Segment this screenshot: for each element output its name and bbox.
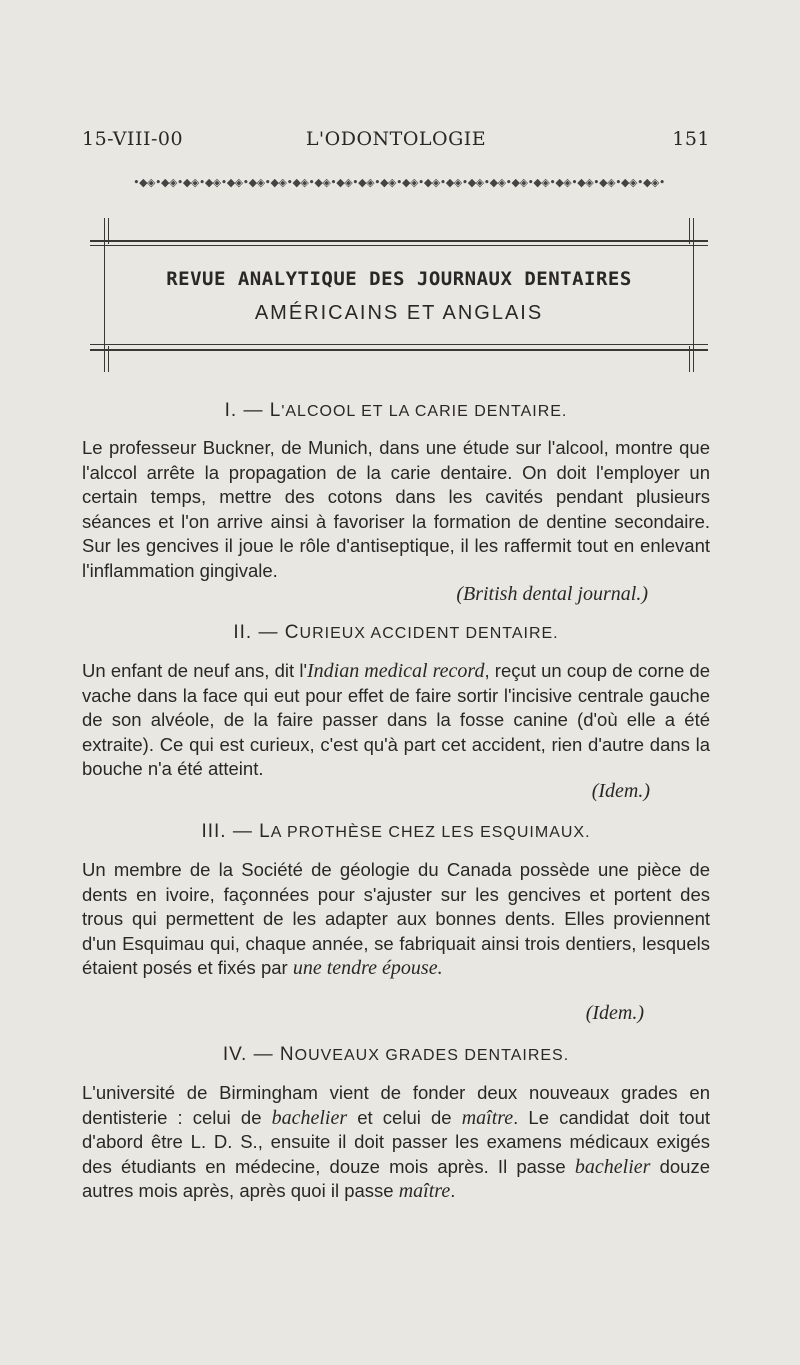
article-body-3: Un membre de la Société de géologie du Canada possède une pièce de dents en ivoire, façonnées pour s'ajuster sur les gencives et portent des trous qui permettent de les adapter aux bonnes dents. Elles proviennent d'un Esquimau qui, chaque année, se fabriquait ainsi trois dentiers, lesquels étaient posés et fixés par une tendre épouse.	[82, 859, 710, 979]
header-journal-title: L'ODONTOLOGIE	[305, 128, 487, 150]
frame-bar	[693, 218, 694, 372]
frame-bar	[108, 218, 109, 244]
article-heading-3: III. — LA PROTHÈSE CHEZ LES ESQUIMAUX.	[201, 821, 591, 842]
article-body-4: L'université de Birmingham vient de fonder deux nouveaux grades en dentisterie : celui de bachelier et celui de maître. Le candidat doit tout d'abord être L. D. S., ensuite il doit passer les examens médicaux exigés des étudiants en médecine, douze mois après. Il passe bachelier douze autres mois après, après quoi il passe maître.	[82, 1082, 710, 1202]
frame-bar	[104, 218, 105, 372]
ornamental-border: •◆◈•◆◈•◆◈•◆◈•◆◈•◆◈•◆◈•◆◈•◆◈•◆◈•◆◈•◆◈•◆◈•◆◈•◆◈•◆◈•◆◈•◆◈•◆◈•◆◈•◆◈•◆◈•◆◈•◆◈•	[133, 176, 665, 189]
article-source-1: (British dental journal.)	[456, 583, 648, 605]
frame-rule	[90, 240, 708, 242]
article-body-2: Un enfant de neuf ans, dit l'Indian medical record, reçut un coup de corne de vache dans la face qui eut pour effet de faire sortir l'incisive centrale gauche de son alvéole, de la faire passer dans la fosse canine (d'où elle a été extraite). Ce qui est curieux, c'est qu'à part cet accident, rien d'autre dans la bouche n'a été atteint.	[82, 660, 711, 779]
frame-bar	[689, 218, 690, 244]
frame-rule	[90, 344, 708, 345]
article-source-3: (Idem.)	[585, 1002, 644, 1024]
frame-bar	[108, 346, 109, 372]
running-header	[82, 128, 710, 152]
article-heading-2: II. — CURIEUX ACCIDENT DENTAIRE.	[233, 622, 559, 643]
section-title: REVUE ANALYTIQUE DES JOURNAUX DENTAIRES	[166, 268, 632, 290]
frame-rule	[90, 245, 708, 246]
section-subtitle: AMÉRICAINS ET ANGLAIS	[254, 302, 544, 324]
article-heading-1: I. — L'ALCOOL ET LA CARIE DENTAIRE.	[224, 400, 568, 421]
article-source-2: (Idem.)	[591, 780, 650, 802]
header-date: 15-VIII-00	[82, 128, 184, 150]
article-body-1: Le professeur Buckner, de Munich, dans une étude sur l'alcool, montre que l'alccol arrête la propagation de la carie dentaire. On doit l'employer un certain temps, mettre des cotons dans les cavités pendant plusieurs séances et l'on arrive ainsi à favoriser la formation de dentine secondaire. Sur les gencives il joue le rôle d'antiseptique, il les raffermit tout en enlevant l'inflammation gingivale.	[82, 437, 710, 581]
title-frame	[104, 232, 694, 358]
page-number: 151	[672, 128, 710, 150]
frame-rule	[90, 349, 708, 351]
frame-bar	[689, 346, 690, 372]
article-heading-4: IV. — NOUVEAUX GRADES DENTAIRES.	[222, 1044, 570, 1065]
